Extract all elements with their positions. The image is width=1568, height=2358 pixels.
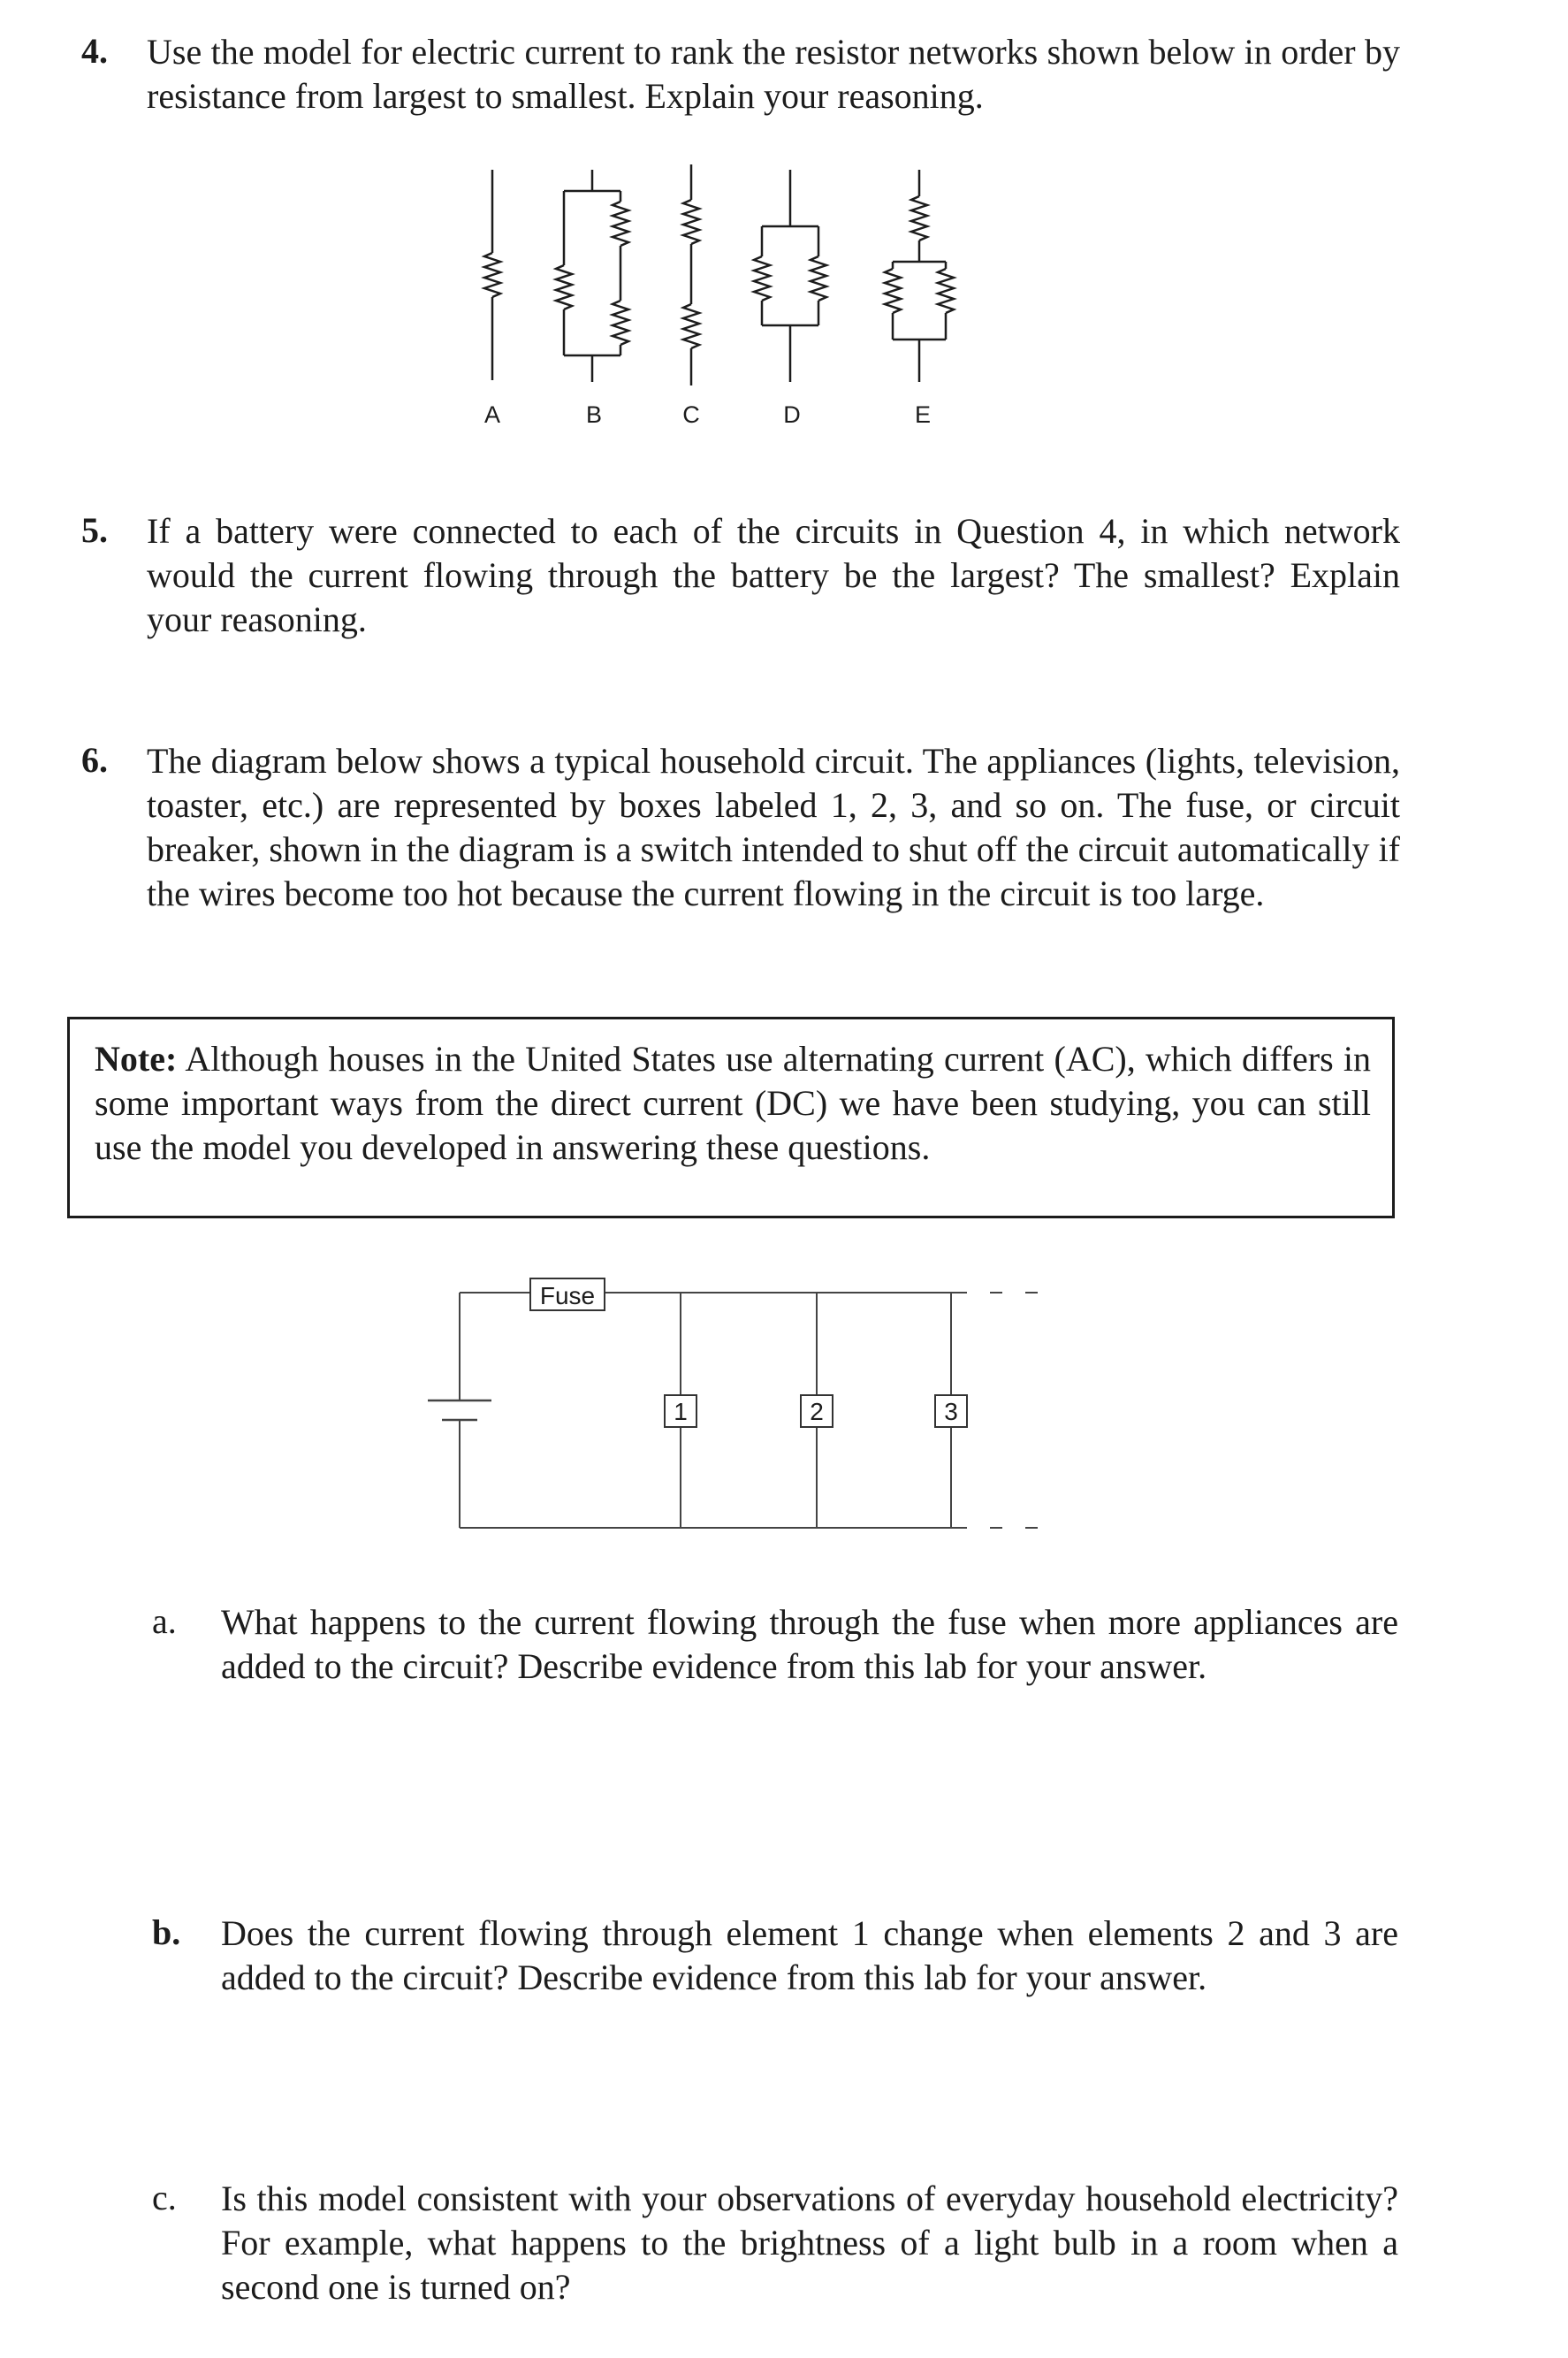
fuse-label: Fuse	[539, 1282, 596, 1309]
subquestion-c-text: Is this model consistent with your observations of everyday household electricity? For example, what happens to the brightness of a light bulb in a room when a second one is turned on?	[221, 2179, 1398, 2307]
network-label-b: B	[585, 401, 603, 428]
subquestion-c-letter: c.	[152, 2178, 177, 2217]
question-6-text: The diagram below shows a typical household circuit. The appliances (lights, television, toaster, etc.) are represented by boxes labeled 1, 2, 3, and so on. The fuse, or circuit breaker, shown in the diagram is a switch intended to shut off the circuit automatically if the wires become too hot because the current flowing in the circuit is too large.	[147, 741, 1400, 913]
network-label-c: C	[682, 401, 700, 428]
question-5-number: 5.	[81, 510, 108, 550]
subquestion-a-letter: a.	[152, 1601, 177, 1641]
element-1-label: 1	[674, 1398, 688, 1425]
note-label: Note:	[95, 1039, 178, 1079]
element-3-label: 3	[944, 1398, 958, 1425]
network-label-d: D	[783, 401, 801, 428]
network-label-a: A	[483, 401, 501, 428]
question-4-text: Use the model for electric current to rank the resistor networks shown below in order by resistance from largest to smallest. Explain your reasoning.	[147, 32, 1400, 116]
network-label-e: E	[914, 401, 932, 428]
subquestion-b-text: Does the current flowing through element 1 change when elements 2 and 3 are added to the circuit? Describe evidence from this lab for your answer.	[221, 1913, 1398, 1997]
element-2-label: 2	[810, 1398, 824, 1425]
question-6-number: 6.	[81, 740, 108, 780]
subquestion-b-letter: b.	[152, 1912, 181, 1952]
subquestion-a-text: What happens to the current flowing through the fuse when more appliances are added to the circuit? Describe evidence from this lab for your answer.	[221, 1602, 1398, 1686]
question-5-text: If a battery were connected to each of the circuits in Question 4, in which network would the current flowing through the battery be the largest? The smallest? Explain your reasoning.	[147, 511, 1400, 639]
note-body: Although houses in the United States use alternating current (AC), which differs in some important ways from the direct current (DC) we have been studying, you can still use the model you developed in answering these questions.	[95, 1039, 1371, 1167]
question-4-number: 4.	[81, 31, 108, 71]
